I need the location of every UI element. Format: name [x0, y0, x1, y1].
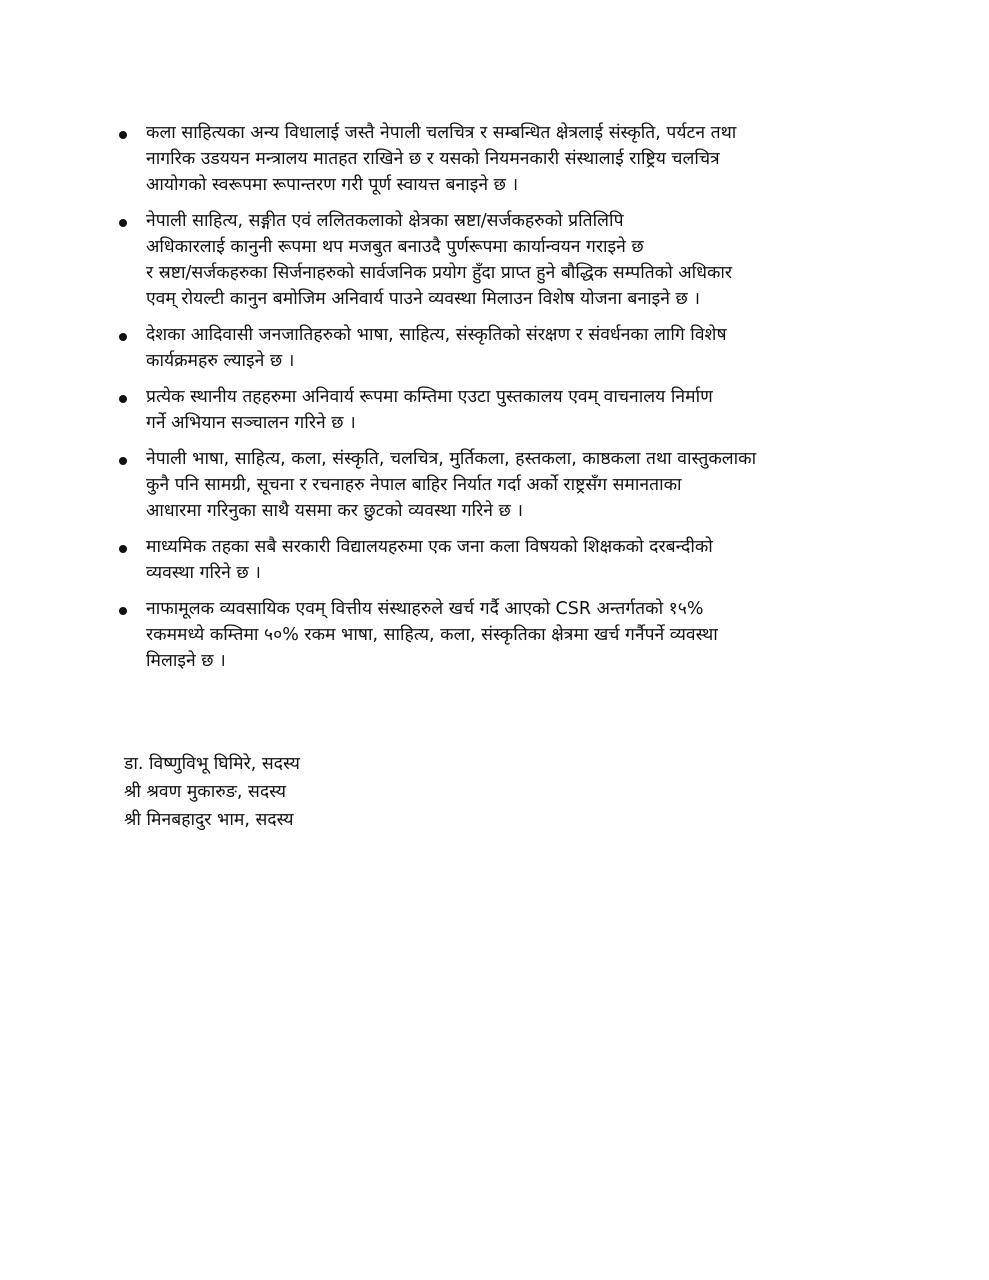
signatory-1: डा. विष्णुविभू घिमिरे, सदस्य	[124, 754, 300, 774]
bullet-item-1	[116, 120, 876, 198]
bullet-item-3	[116, 322, 876, 374]
bullet-text-line: अधिकारलाई कानुनी रूपमा थप मजबुत बनाउदै पुर्णरूपमा कार्यान्वयन गराइने छ	[146, 237, 644, 257]
bullet-dot-icon	[119, 457, 127, 465]
bullet-text-line: एवम् रोयल्टी कानुन बमोजिम अनिवार्य पाउने व्यवस्था मिलाउन विशेष योजना बनाइने छ ।	[146, 289, 700, 309]
bullet-item-6	[116, 534, 876, 586]
bullet-text-line: कुनै पनि सामग्री, सूचना र रचनाहरु नेपाल बाहिर निर्यात गर्दा अर्को राष्ट्रसँग समानताका	[146, 475, 682, 495]
bullet-text-line: नाफामूलक व्यवसायिक एवम् वित्तीय संस्थाहरुले खर्च गर्दै आएको CSR अन्तर्गतको १५%	[146, 599, 704, 619]
bullet-text-line: नागरिक उडययन मन्त्रालय मातहत राखिने छ र यसको नियमनकारी संस्थालाई राष्ट्रिय चलचित्र	[146, 149, 720, 169]
bullet-dot-icon	[119, 545, 127, 553]
bullet-dot-icon	[119, 607, 127, 615]
bullet-text-line: रकममध्ये कम्तिमा ५०% रकम भाषा, साहित्य, कला, संस्कृतिका क्षेत्रमा खर्च गर्नैपर्ने व्यवस्था	[146, 625, 718, 645]
bullet-text-line: कला साहित्यका अन्य विधालाई जस्तै नेपाली चलचित्र र सम्बन्धित क्षेत्रलाई संस्कृति, पर्यटन तथा	[146, 123, 737, 143]
bullet-item-4	[116, 384, 876, 436]
bullet-text-line: गर्ने अभियान सञ्चालन गरिने छ ।	[146, 413, 356, 433]
bullet-dot-icon	[119, 395, 127, 403]
bullet-text-line: र स्रष्टा/सर्जकहरुका सिर्जनाहरुको सार्वजनिक प्रयोग हुँदा प्राप्त हुने बौद्धिक सम्पतिको अधिकार	[146, 263, 733, 283]
bullet-dot-icon	[119, 219, 127, 227]
signature-block	[124, 750, 524, 834]
bullet-item-2	[116, 208, 876, 312]
bullet-text-line: कार्यक्रमहरु ल्याइने छ ।	[146, 351, 295, 371]
bullet-text-line: नेपाली भाषा, साहित्य, कला, संस्कृति, चलचित्र, मुर्तिकला, हस्तकला, काष्ठकला तथा वास्तुकलाका	[146, 449, 757, 469]
bullet-item-5	[116, 446, 876, 524]
bullet-dot-icon	[119, 333, 127, 341]
bullet-text-line: आयोगको स्वरूपमा रूपान्तरण गरी पूर्ण स्वायत्त बनाइने छ ।	[146, 175, 519, 195]
signatory-2: श्री श्रवण मुकारुङ, सदस्य	[124, 782, 287, 802]
bullet-text-line: प्रत्येक स्थानीय तहहरुमा अनिवार्य रूपमा कम्तिमा एउटा पुस्तकालय एवम् वाचनालय निर्माण	[146, 387, 713, 407]
bullet-text-line: व्यवस्था गरिने छ ।	[146, 563, 261, 583]
bullet-text-line: नेपाली साहित्य, सङ्गीत एवं ललितकलाको क्षेत्रका स्रष्टा/सर्जकहरुको प्रतिलिपि	[146, 211, 624, 231]
bullet-text-line: देशका आदिवासी जनजातिहरुको भाषा, साहित्य, संस्कृतिको संरक्षण र संवर्धनका लागि विशेष	[146, 325, 727, 345]
bullet-text-line: मिलाइने छ ।	[146, 651, 226, 671]
signatory-3: श्री मिनबहादुर भाम, सदस्य	[124, 810, 294, 830]
bullet-text-line: आधारमा गरिनुका साथै यसमा कर छुटको व्यवस्था गरिने छ ।	[146, 501, 523, 521]
bullet-text-line: माध्यमिक तहका सबै सरकारी विद्यालयहरुमा एक जना कला विषयको शिक्षकको दरबन्दीको	[146, 537, 713, 557]
bullet-item-7	[116, 596, 876, 674]
policy-bullet-list	[116, 120, 876, 684]
bullet-dot-icon	[119, 131, 127, 139]
